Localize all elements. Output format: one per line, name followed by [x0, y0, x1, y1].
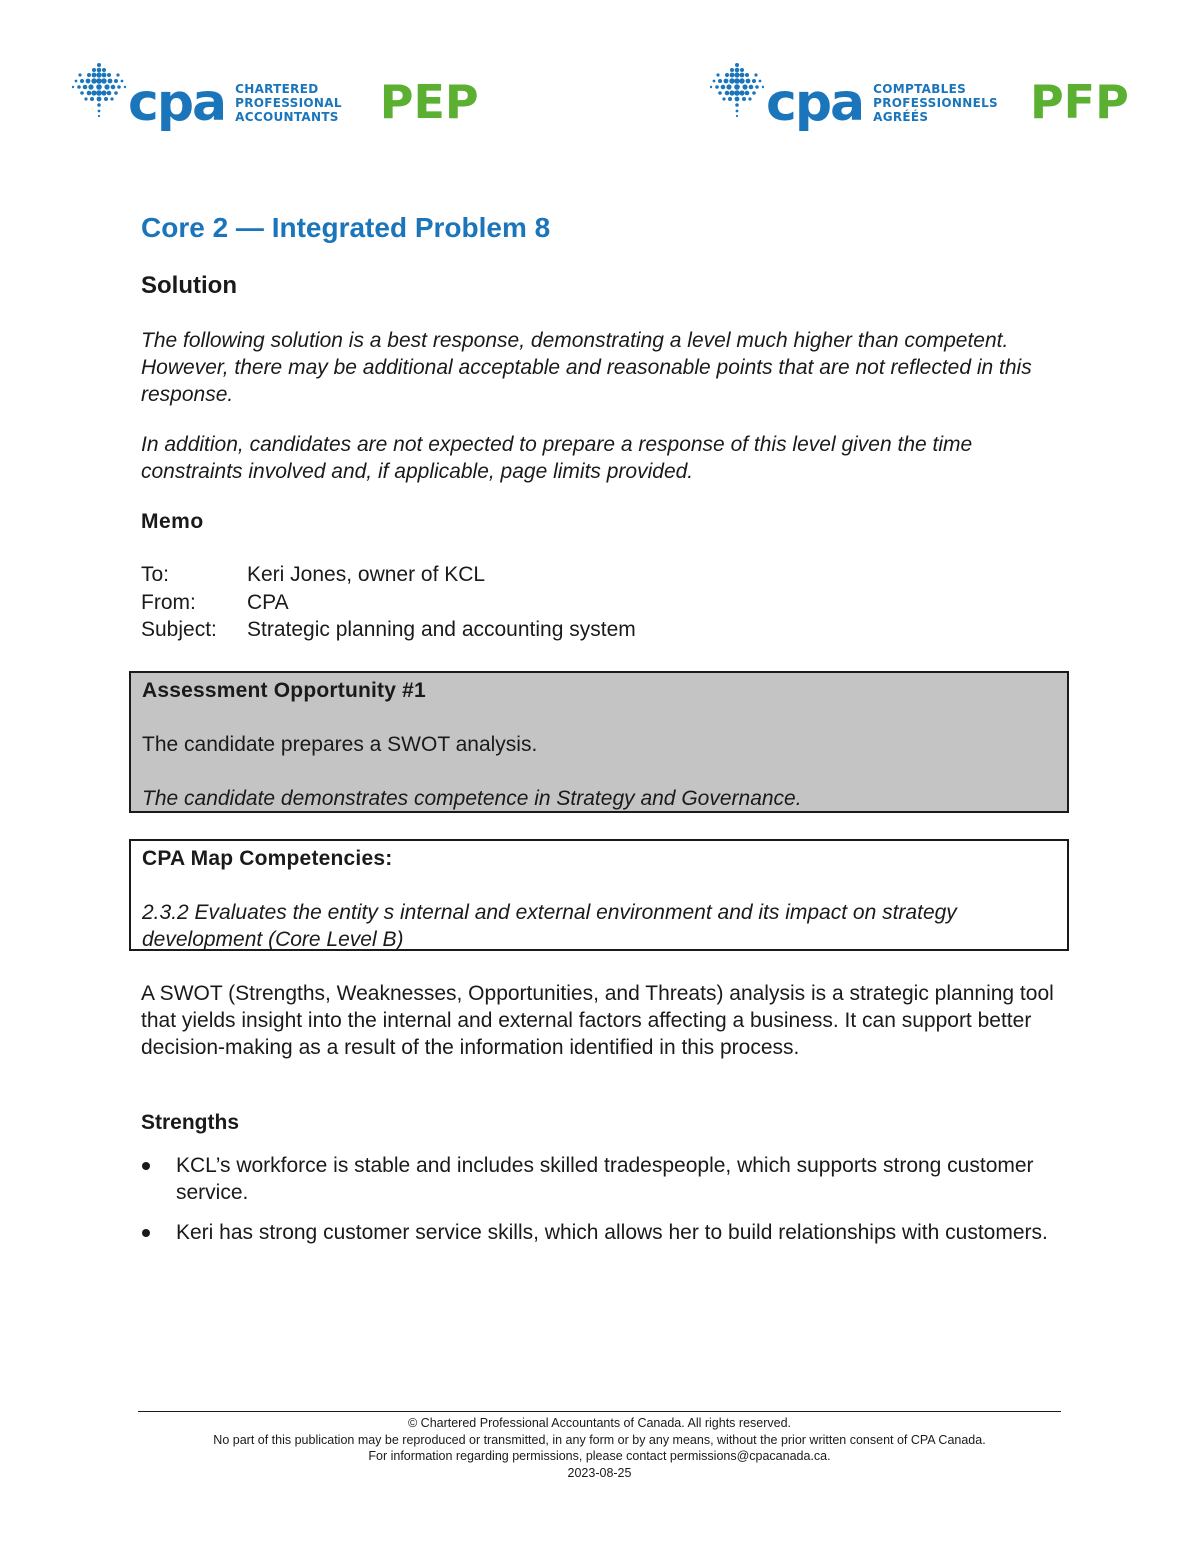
intro-paragraph-2: In addition, candidates are not expected to prepare a response of this level given the time constraints involved and, if applicable, page limits provided.	[141, 433, 973, 483]
footer-divider	[138, 1411, 1061, 1412]
cpa-subtitle: COMPTABLES PROFESSIONNELS AGRÉÉS	[873, 82, 998, 124]
page-title: Core 2 — Integrated Problem 8	[141, 212, 551, 243]
page-footer	[138, 1415, 1061, 1481]
maple-leaf-icon	[710, 61, 764, 123]
memo-label: From:	[141, 590, 196, 614]
memo-heading: Memo	[141, 510, 204, 533]
list-item	[141, 1219, 1061, 1246]
cpa-wordmark: cpa	[128, 73, 226, 133]
memo-value: Keri Jones, owner of KCL	[247, 563, 486, 586]
memo-value: CPA	[247, 590, 289, 614]
cpa-map-competencies-box	[129, 839, 1069, 951]
assessment-competence: The candidate demonstrates competence in Strategy and Governance.	[142, 787, 802, 810]
memo-label: To:	[141, 563, 170, 586]
bullet-icon	[142, 1229, 150, 1237]
list-item-text: Keri has strong customer service skills, which allows her to build relationships with customers.	[176, 1221, 1048, 1244]
memo-value: Strategic planning and accounting system	[247, 618, 636, 641]
intro-paragraph-1: The following solution is a best response, demonstrating a level much higher than competent. However, there may be additional acceptable and reasonable points that are not reflected in this response.	[141, 329, 1032, 406]
memo-row-to	[141, 563, 636, 591]
swot-paragraph: A SWOT (Strengths, Weaknesses, Opportunities, and Threats) analysis is a strategic planning tool that yields insight into the internal and external factors affecting a business. It can support better decision-making as a result of the information identified in this process.	[141, 982, 1054, 1059]
map-competency-text: 2.3.2 Evaluates the entity s internal and external environment and its impact on strategy development (Core Level B)	[142, 901, 957, 951]
footer-date: 2023-08-25	[567, 1465, 632, 1480]
cpa-wordmark: cpa	[766, 73, 864, 133]
assessment-opportunity-box	[129, 671, 1069, 813]
maple-leaf-icon	[72, 61, 126, 123]
footer-notice: No part of this publication may be reproduced or transmitted, in any form or by any means, without the prior written consent of CPA Canada.	[213, 1432, 986, 1447]
solution-heading: Solution	[141, 272, 237, 299]
map-heading: CPA Map Competencies:	[142, 847, 393, 870]
memo-header-table	[141, 563, 636, 646]
cpa-pfp-logo	[710, 56, 1129, 140]
program-label-pep: PEP	[379, 75, 479, 129]
list-item-text: KCL’s workforce is stable and includes skilled tradespeople, which supports strong customer service.	[176, 1154, 1034, 1204]
footer-copyright: © Chartered Professional Accountants of Canada. All rights reserved.	[407, 1416, 792, 1430]
assessment-text: The candidate prepares a SWOT analysis.	[142, 733, 538, 756]
footer-contact: For information regarding permissions, please contact permissions@cpacanada.ca.	[368, 1449, 831, 1463]
strengths-list	[141, 1152, 1061, 1259]
cpa-pep-logo	[72, 56, 479, 140]
memo-label: Subject:	[141, 618, 217, 641]
cpa-subtitle: CHARTERED PROFESSIONAL ACCOUNTANTS	[235, 82, 342, 124]
list-item	[141, 1152, 1061, 1206]
strengths-heading: Strengths	[141, 1111, 240, 1134]
memo-row-subject	[141, 618, 636, 646]
assessment-heading: Assessment Opportunity #1	[142, 679, 426, 702]
memo-row-from	[141, 591, 636, 619]
bullet-icon	[142, 1162, 150, 1170]
program-label-pfp: PFP	[1029, 75, 1129, 129]
